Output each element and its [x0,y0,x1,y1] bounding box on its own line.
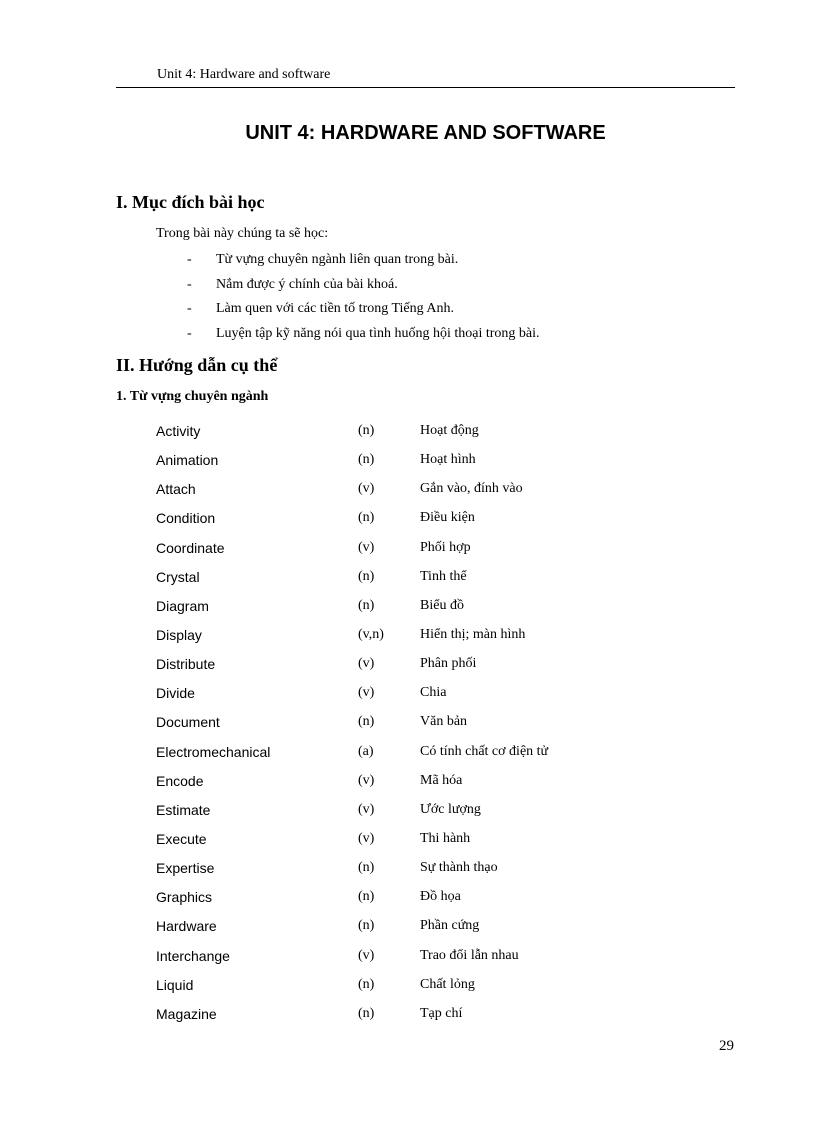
vocabulary-meaning: Thi hành [420,830,471,846]
vocabulary-row [156,975,716,1004]
part-of-speech: (n) [358,510,375,526]
vocabulary-word: Magazine [156,1005,217,1022]
vocabulary-meaning: Tinh thể [420,568,467,584]
section-heading-guide: II. Hướng dẫn cụ thể [116,355,278,375]
vocabulary-word: Display [156,626,202,643]
vocabulary-word: Hardware [156,918,217,935]
vocabulary-row [156,567,716,596]
bullet-dash: - [187,325,192,341]
part-of-speech: (n) [358,976,375,992]
vocabulary-meaning: Văn bản [420,714,468,730]
vocabulary-meaning: Ước lượng [420,801,481,817]
vocabulary-row [156,596,716,625]
part-of-speech: (v) [358,801,375,817]
part-of-speech: (n) [358,918,375,934]
part-of-speech: (v,n) [358,626,384,642]
vocabulary-word: Activity [156,423,201,439]
vocabulary-word: Expertise [156,860,215,877]
subsection-heading-vocabulary: 1. Từ vựng chuyên ngành [116,389,269,404]
vocabulary-word: Coordinate [156,539,225,556]
vocabulary-meaning: Chia [420,685,447,701]
vocabulary-row [156,829,716,858]
section-intro: Trong bài này chúng ta sẽ học: [156,226,329,241]
vocabulary-word: Estimate [156,801,211,818]
vocabulary-row [156,508,716,537]
vocabulary-row [156,421,716,450]
vocabulary-row [156,625,716,654]
vocabulary-row [156,916,716,945]
part-of-speech: (v) [358,772,375,788]
vocabulary-meaning: Trao đổi lẫn nhau [420,947,519,963]
vocabulary-row [156,712,716,741]
vocabulary-table [156,421,716,1033]
vocabulary-meaning: Mã hóa [420,772,463,788]
vocabulary-word: Attach [156,481,196,498]
vocabulary-row [156,654,716,683]
vocabulary-row [156,800,716,829]
vocabulary-row [156,1004,716,1033]
vocabulary-row [156,450,716,479]
vocabulary-row [156,771,716,800]
vocabulary-meaning: Có tính chất cơ điện tử [420,743,549,759]
part-of-speech: (v) [358,656,375,672]
vocabulary-meaning: Đồ họa [420,889,461,905]
vocabulary-meaning: Gắn vào, đính vào [420,481,523,497]
bullet-dash: - [187,301,192,317]
running-header-title: Unit 4: Hardware and software [157,67,331,82]
vocabulary-word: Graphics [156,889,213,906]
vocabulary-word: Animation [156,452,219,469]
vocabulary-word: Execute [156,830,207,847]
part-of-speech: (v) [358,481,375,497]
vocabulary-meaning: Chất lỏng [420,976,475,992]
vocabulary-row [156,887,716,916]
vocabulary-meaning: Tạp chí [420,1005,463,1021]
vocabulary-meaning: Sự thành thạo [420,860,498,876]
vocabulary-word: Interchange [156,947,230,964]
page-title: UNIT 4: HARDWARE AND SOFTWARE [245,122,606,144]
vocabulary-word: Distribute [156,656,216,673]
part-of-speech: (n) [358,452,375,468]
vocabulary-meaning: Biểu đồ [420,597,464,613]
vocabulary-word: Crystal [156,568,200,585]
bullet-dash: - [187,276,192,292]
vocabulary-word: Encode [156,772,204,789]
vocabulary-meaning: Hoạt hình [420,452,476,468]
part-of-speech: (v) [358,830,375,846]
part-of-speech: (v) [358,539,375,555]
vocabulary-word: Document [156,714,220,731]
part-of-speech: (n) [358,597,375,613]
vocabulary-row [156,858,716,887]
part-of-speech: (n) [358,423,375,438]
vocabulary-word: Electromechanical [156,743,271,760]
header-divider [116,87,735,88]
list-item: - Nắm được ý chính của bài khoá. [187,275,540,300]
part-of-speech: (n) [358,714,375,730]
objectives-list [187,250,540,348]
vocabulary-row [156,742,716,771]
vocabulary-meaning: Phân phối [420,656,477,672]
vocabulary-meaning: Phần cứng [420,918,480,934]
section-heading-objectives: I. Mục đích bài học [116,192,265,212]
vocabulary-word: Diagram [156,597,209,614]
vocabulary-row [156,946,716,975]
part-of-speech: (n) [358,568,375,584]
vocabulary-word: Condition [156,510,216,527]
vocabulary-row [156,538,716,567]
vocabulary-meaning: Hiển thị; màn hình [420,626,526,642]
vocabulary-meaning: Điều kiện [420,510,475,526]
page-number: 29 [719,1038,734,1054]
bullet-dash: - [187,252,192,267]
vocabulary-meaning: Phối hợp [420,539,471,555]
list-item: - Từ vựng chuyên ngành liên quan trong bài. [187,250,540,275]
list-item: - Luyện tập kỹ năng nói qua tình huống hội thoại trong bài. [187,324,540,349]
part-of-speech: (n) [358,889,375,905]
part-of-speech: (n) [358,860,375,876]
part-of-speech: (v) [358,947,375,963]
vocabulary-word: Divide [156,685,195,702]
vocabulary-row [156,683,716,712]
vocabulary-meaning: Hoạt động [420,423,479,438]
vocabulary-row [156,479,716,508]
list-item: - Làm quen với các tiền tố trong Tiếng Anh. [187,299,540,324]
vocabulary-word: Liquid [156,976,194,993]
part-of-speech: (v) [358,685,375,701]
part-of-speech: (n) [358,1005,375,1021]
part-of-speech: (a) [358,743,374,759]
